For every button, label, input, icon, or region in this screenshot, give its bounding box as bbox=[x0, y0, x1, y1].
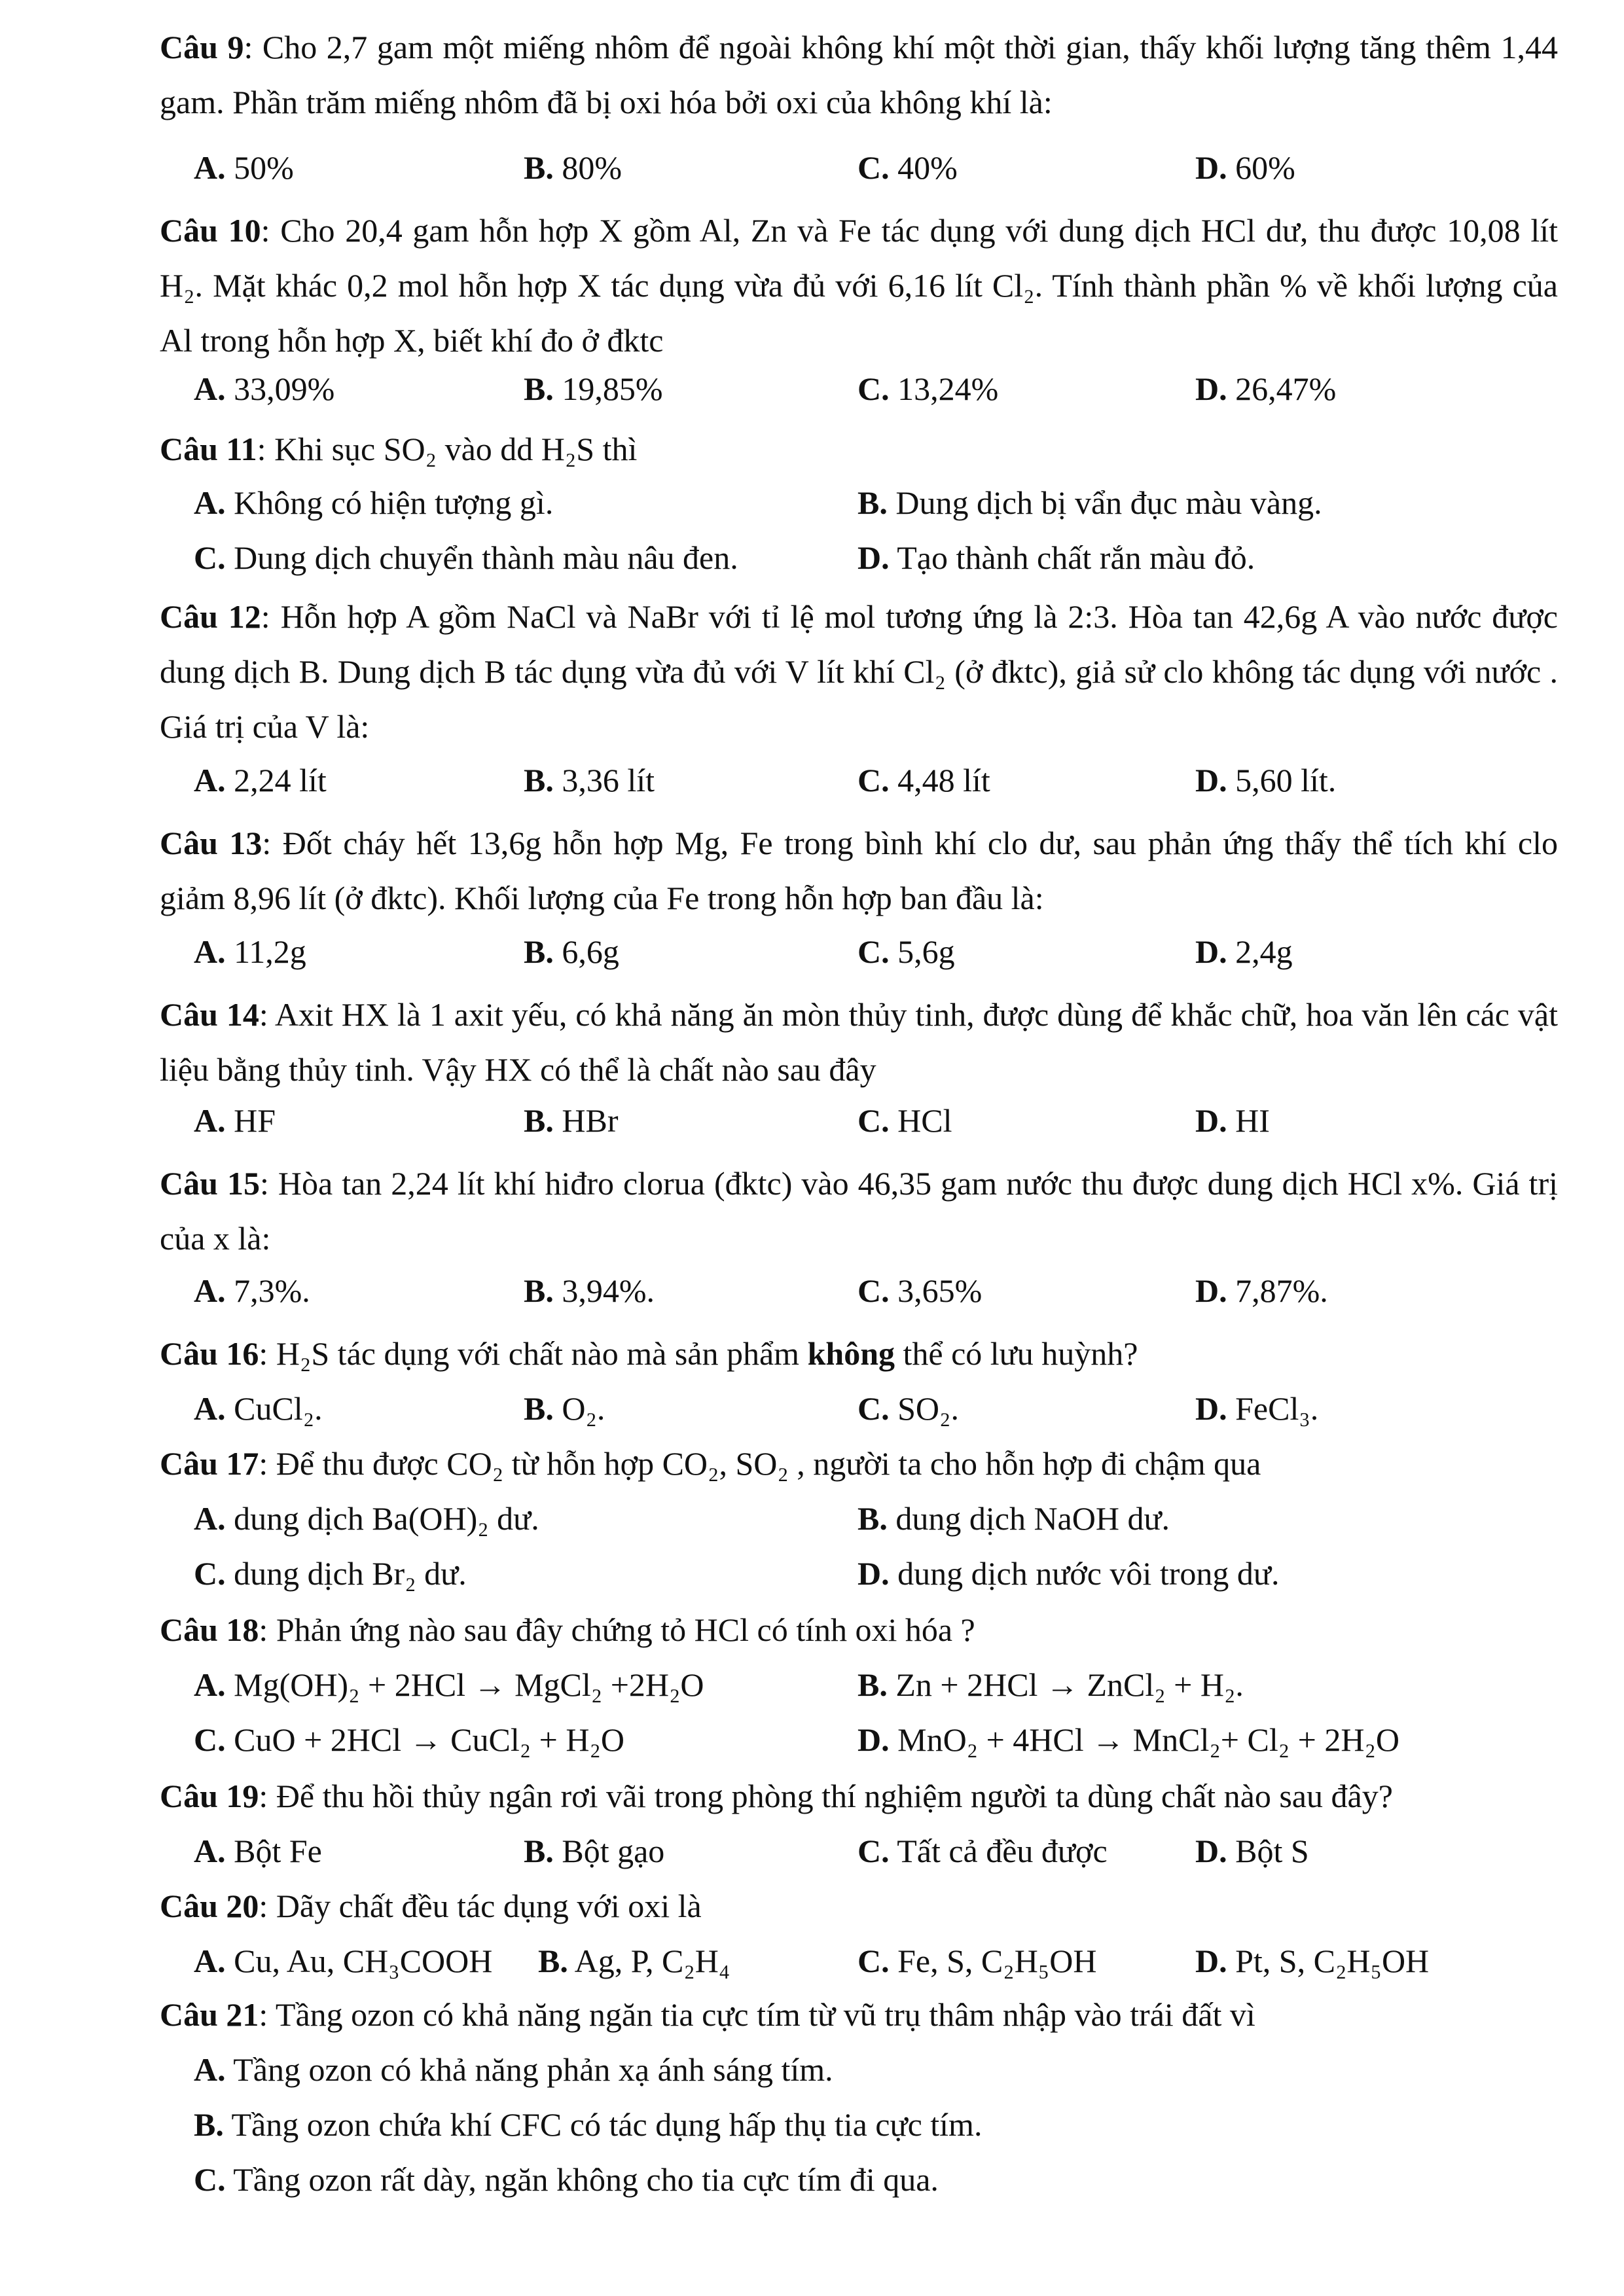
option-a: A. 33,09% bbox=[194, 370, 335, 407]
question-label: Câu 17 bbox=[160, 1445, 259, 1482]
question-text: Hỗn hợp A gồm NaCl và NaBr với tỉ lệ mol tương ứng là 2:3. Hòa tan 42,6g A vào nước được dung dịch B. Dung dịch B tác dụng vừa đủ với V lít khí Cl₂ (ở đktc), giả sử clo không tác dụng với nước . Giá trị của V là: bbox=[160, 598, 1558, 745]
question-15: Câu 15: Hòa tan 2,24 lít khí hiđro clorua (đktc) vào 46,35 gam nước thu được dung dịch HCl x%. Giá trị của x là: bbox=[160, 1165, 1558, 1257]
question-label: Câu 18 bbox=[160, 1611, 259, 1648]
option-c: C. Dung dịch chuyển thành màu nâu đen. bbox=[194, 539, 738, 576]
option-c: C. Fe, S, C₂H₅OH bbox=[857, 1943, 1097, 1979]
option-b: B. 80% bbox=[524, 149, 623, 186]
question-text: Cho 20,4 gam hỗn hợp X gồm Al, Zn và Fe tác dụng với dung dịch HCl dư, thu được 10,08 lít H₂. Mặt khác 0,2 mol hỗn hợp X tác dụng vừa đủ với 6,16 lít Cl₂. Tính thành phần % về khối lượng của Al trong hỗn hợp X, biết khí đo ở đktc bbox=[160, 212, 1558, 359]
option-c: C. SO₂. bbox=[857, 1390, 959, 1427]
question-label: Câu 15 bbox=[160, 1165, 260, 1202]
option-d: D. 26,47% bbox=[1195, 370, 1337, 407]
option-a: A. Cu, Au, CH₃COOH bbox=[194, 1943, 493, 1979]
option-a: A. 11,2g bbox=[194, 933, 306, 970]
option-d: D. FeCl₃. bbox=[1195, 1390, 1319, 1427]
option-a: A. dung dịch Ba(OH)₂ dư. bbox=[194, 1500, 539, 1537]
question-17: Câu 17: Để thu được CO₂ từ hỗn hợp CO₂, SO₂ , người ta cho hỗn hợp đi chậm qua bbox=[160, 1445, 1261, 1482]
option-b: B. Ag, P, C₂H₄ bbox=[538, 1943, 731, 1979]
options-row bbox=[0, 1263, 1624, 1318]
question-label: Câu 13 bbox=[160, 825, 262, 861]
option-d: D. MnO₂ + 4HCl → MnCl₂+ Cl₂ + 2H₂O bbox=[857, 1721, 1400, 1758]
question-text: Đốt cháy hết 13,6g hỗn hợp Mg, Fe trong bình khí clo dư, sau phản ứng thấy thể tích khí clo giảm 8,96 lít (ở đktc). Khối lượng của Fe trong hỗn hợp ban đầu là: bbox=[160, 825, 1558, 916]
option-d: D. 2,4g bbox=[1195, 933, 1293, 970]
option-a: A. Mg(OH)₂ + 2HCl → MgCl₂ +2H₂O bbox=[194, 1666, 704, 1703]
question-11: Câu 11: Khi sục SO₂ vào dd H₂S thì bbox=[160, 431, 638, 467]
option-c: C. 13,24% bbox=[857, 370, 999, 407]
question-text: Để thu được CO₂ từ hỗn hợp CO₂, SO₂ , người ta cho hỗn hợp đi chậm qua bbox=[276, 1445, 1261, 1482]
option-a: A. Bột Fe bbox=[194, 1833, 322, 1869]
question-text: Tầng ozon có khả năng ngăn tia cực tím từ vũ trụ thâm nhập vào trái đất vì bbox=[275, 1996, 1255, 2033]
question-9: Câu 9: Cho 2,7 gam một miếng nhôm để ngoài không khí một thời gian, thấy khối lượng tăng thêm 1,44 gam. Phần trăm miếng nhôm đã bị oxi hóa bởi oxi của không khí là: bbox=[160, 29, 1558, 120]
question-14: Câu 14: Axit HX là 1 axit yếu, có khả năng ăn mòn thủy tinh, được dùng để khắc chữ, hoa văn lên các vật liệu bằng thủy tinh. Vậy HX có thể là chất nào sau đây bbox=[160, 996, 1559, 1088]
option-d: D. dung dịch nước vôi trong dư. bbox=[857, 1555, 1280, 1592]
question-label: Câu 11 bbox=[160, 431, 257, 467]
option-b: B. Dung dịch bị vẩn đục màu vàng. bbox=[857, 484, 1322, 521]
question-text: Axit HX là 1 axit yếu, có khả năng ăn mòn thủy tinh, được dùng để khắc chữ, hoa văn lên các vật liệu bằng thủy tinh. Vậy HX có thể là chất nào sau đây bbox=[160, 996, 1559, 1088]
options-row bbox=[0, 1712, 1624, 1767]
option-c: C. 3,65% bbox=[857, 1272, 983, 1309]
options-row bbox=[0, 1491, 1624, 1546]
options-row bbox=[0, 1546, 1624, 1601]
option-c: C. HCl bbox=[857, 1102, 952, 1139]
options-row bbox=[0, 753, 1624, 808]
options-row bbox=[0, 2042, 1624, 2097]
option-a: A. 50% bbox=[194, 149, 294, 186]
question-13: Câu 13: Đốt cháy hết 13,6g hỗn hợp Mg, Fe trong bình khí clo dư, sau phản ứng thấy thể tích khí clo giảm 8,96 lít (ở đktc). Khối lượng của Fe trong hỗn hợp ban đầu là: bbox=[160, 825, 1558, 916]
options-row bbox=[0, 1381, 1624, 1436]
question-20: Câu 20: Dãy chất đều tác dụng với oxi là bbox=[160, 1888, 702, 1924]
question-text: Khi sục SO₂ vào dd H₂S thì bbox=[274, 431, 638, 467]
option-c: C. CuO + 2HCl → CuCl₂ + H₂O bbox=[194, 1721, 624, 1758]
option-a: A. 7,3%. bbox=[194, 1272, 310, 1309]
question-text: Để thu hồi thủy ngân rơi vãi trong phòng thí nghiệm người ta dùng chất nào sau đây? bbox=[276, 1778, 1393, 1814]
option-a: A. 2,24 lít bbox=[194, 762, 327, 798]
option-b: B. dung dịch NaOH dư. bbox=[857, 1500, 1170, 1537]
option-a: A. Không có hiện tượng gì. bbox=[194, 484, 554, 521]
option-b: B. 3,94%. bbox=[524, 1272, 655, 1309]
option-c: C. Tất cả đều được bbox=[857, 1833, 1108, 1869]
question-label: Câu 12 bbox=[160, 598, 261, 635]
option-d: D. Tạo thành chất rắn màu đỏ. bbox=[857, 539, 1255, 576]
question-text: Dãy chất đều tác dụng với oxi là bbox=[276, 1888, 702, 1924]
option-b: B. Zn + 2HCl → ZnCl₂ + H₂. bbox=[857, 1666, 1244, 1703]
option-d: D. Bột S bbox=[1195, 1833, 1309, 1869]
question-text: Cho 2,7 gam một miếng nhôm để ngoài không khí một thời gian, thấy khối lượng tăng thêm 1,44 gam. Phần trăm miếng nhôm đã bị oxi hóa bởi oxi của không khí là: bbox=[160, 29, 1558, 120]
option-b: B. 6,6g bbox=[524, 933, 619, 970]
options-row bbox=[0, 2097, 1624, 2152]
option-b: B. O₂. bbox=[524, 1390, 605, 1427]
option-c: C. dung dịch Br₂ dư. bbox=[194, 1555, 467, 1592]
question-10: Câu 10: Cho 20,4 gam hỗn hợp X gồm Al, Zn và Fe tác dụng với dung dịch HCl dư, thu được 10,08 lít H₂. Mặt khác 0,2 mol hỗn hợp X tác dụng vừa đủ với 6,16 lít Cl₂. Tính thành phần % về khối lượng của Al trong hỗn hợp X, biết khí đo ở đktc bbox=[160, 212, 1558, 359]
options-row bbox=[0, 1823, 1624, 1878]
question-16: Câu 16: H₂S tác dụng với chất nào mà sản phẩm không thể có lưu huỳnh? bbox=[160, 1335, 1138, 1372]
option-b: B. Tầng ozon chứa khí CFC có tác dụng hấp thụ tia cực tím. bbox=[194, 2106, 983, 2143]
options-row bbox=[0, 475, 1624, 530]
option-d: D. HI bbox=[1195, 1102, 1270, 1139]
option-c: C. 40% bbox=[857, 149, 958, 186]
option-b: B. 3,36 lít bbox=[524, 762, 655, 798]
question-12: Câu 12: Hỗn hợp A gồm NaCl và NaBr với tỉ lệ mol tương ứng là 2:3. Hòa tan 42,6g A vào nước được dung dịch B. Dung dịch B tác dụng vừa đủ với V lít khí Cl₂ (ở đktc), giả sử clo không tác dụng với nước . Giá trị của V là: bbox=[160, 598, 1558, 745]
option-c: C. 5,6g bbox=[857, 933, 955, 970]
question-label: Câu 14 bbox=[160, 996, 259, 1033]
question-text: Phản ứng nào sau đây chứng tỏ HCl có tính oxi hóa ? bbox=[276, 1611, 975, 1648]
question-18: Câu 18: Phản ứng nào sau đây chứng tỏ HCl có tính oxi hóa ? bbox=[160, 1611, 975, 1648]
option-b: B. HBr bbox=[524, 1102, 619, 1139]
option-b: B. Bột gạo bbox=[524, 1833, 665, 1869]
question-label: Câu 19 bbox=[160, 1778, 259, 1814]
option-c: C. 4,48 lít bbox=[857, 762, 990, 798]
options-row bbox=[0, 1093, 1624, 1148]
option-a: A. HF bbox=[194, 1102, 276, 1139]
question-label: Câu 16 bbox=[160, 1335, 259, 1372]
option-a: A. Tầng ozon có khả năng phản xạ ánh sáng tím. bbox=[194, 2051, 833, 2088]
option-d: D. Pt, S, C₂H₅OH bbox=[1195, 1943, 1430, 1979]
options-row bbox=[0, 2152, 1624, 2207]
option-a: A. CuCl₂. bbox=[194, 1390, 323, 1427]
options-row bbox=[0, 361, 1624, 416]
options-row bbox=[0, 140, 1624, 195]
options-row bbox=[0, 530, 1624, 585]
question-21: Câu 21: Tầng ozon có khả năng ngăn tia cực tím từ vũ trụ thâm nhập vào trái đất vì bbox=[160, 1996, 1255, 2033]
option-b: B. 19,85% bbox=[524, 370, 663, 407]
options-row bbox=[0, 924, 1624, 979]
option-c: C. Tầng ozon rất dày, ngăn không cho tia cực tím đi qua. bbox=[194, 2161, 939, 2198]
question-label: Câu 21 bbox=[160, 1996, 259, 2033]
question-19: Câu 19: Để thu hồi thủy ngân rơi vãi trong phòng thí nghiệm người ta dùng chất nào sau đây? bbox=[160, 1778, 1393, 1814]
option-d: D. 7,87%. bbox=[1195, 1272, 1328, 1309]
question-label: Câu 10 bbox=[160, 212, 261, 249]
options-row bbox=[0, 1657, 1624, 1712]
question-text: H₂S tác dụng với chất nào mà sản phẩm không thể có lưu huỳnh? bbox=[276, 1335, 1138, 1372]
option-d: D. 5,60 lít. bbox=[1195, 762, 1337, 798]
options-row bbox=[0, 1933, 1624, 1988]
question-label: Câu 20 bbox=[160, 1888, 259, 1924]
question-label: Câu 9 bbox=[160, 29, 244, 65]
question-text: Hòa tan 2,24 lít khí hiđro clorua (đktc) vào 46,35 gam nước thu được dung dịch HCl x%. Giá trị của x là: bbox=[160, 1165, 1558, 1257]
option-d: D. 60% bbox=[1195, 149, 1295, 186]
